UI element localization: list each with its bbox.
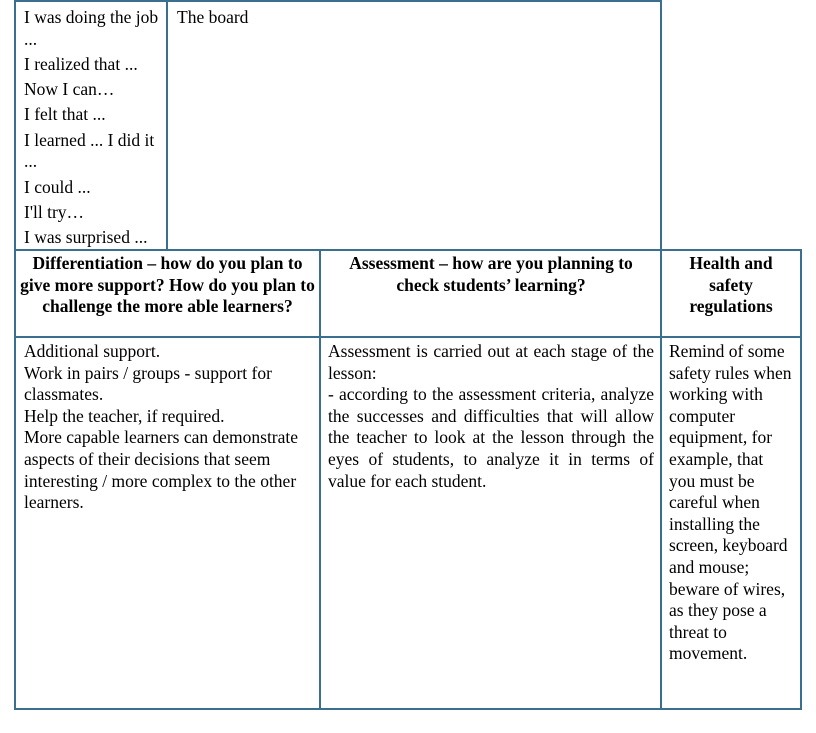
reflection-phrase: I was doing the job ... — [24, 7, 159, 49]
assessment-detail: - according to the assessment criteria, analyze the successes and difficulties that will allow the teacher to look at the lesson through the eyes of students, to analyze it in terms of value for each student. — [328, 384, 654, 491]
assessment-header-text: Assessment – how are you planning to check students’ learning? — [349, 253, 633, 295]
board-cell — [177, 7, 647, 29]
reflection-phrase: Now I can… — [24, 79, 115, 100]
health-safety-header-text: Health and safety regulations — [689, 253, 773, 317]
differentiation-line: Help the teacher, if required. — [24, 405, 225, 426]
differentiation-line: Additional support. — [24, 341, 161, 361]
table-border-col3 — [660, 0, 662, 710]
board-label: The board — [177, 7, 249, 27]
table-border-bottom — [14, 708, 802, 710]
table-border-header — [14, 336, 802, 338]
health-safety-text: Remind of some safety rules when working with computer equipment, for example, that you must be careful when installing the screen, keyboard and mouse; beware of wires, as they pose a threat to movement. — [669, 341, 792, 664]
table-border-col2 — [319, 249, 321, 710]
reflection-phrases-cell — [24, 7, 162, 252]
reflection-phrase: I learned ... I did it ... — [24, 129, 155, 172]
reflection-phrase: I was surprised ... — [24, 227, 148, 248]
reflection-phrase: I realized that ... — [24, 53, 138, 74]
assessment-header — [327, 253, 655, 296]
assessment-body — [328, 341, 654, 492]
health-safety-header — [672, 253, 790, 318]
differentiation-line: Work in pairs / groups - support for classmates. — [24, 362, 272, 405]
table-border-left — [14, 0, 16, 710]
differentiation-body — [24, 341, 316, 514]
table-border-top — [14, 0, 662, 2]
health-safety-body — [669, 341, 793, 665]
differentiation-header-text: Differentiation – how do you plan to give more support? How do you plan to challenge the more able learners? — [20, 253, 315, 317]
reflection-phrase: I felt that ... — [24, 104, 106, 125]
differentiation-header — [20, 253, 315, 318]
table-border-right — [800, 249, 802, 710]
differentiation-line: More capable learners can demonstrate aspects of their decisions that seem interesting / more complex to the other learners. — [24, 427, 299, 513]
reflection-phrase: I could ... — [24, 176, 91, 197]
assessment-intro: Assessment is carried out at each stage of the lesson: — [328, 341, 654, 383]
table-border-top-divider — [166, 0, 168, 251]
reflection-phrase: I'll try… — [24, 201, 85, 222]
